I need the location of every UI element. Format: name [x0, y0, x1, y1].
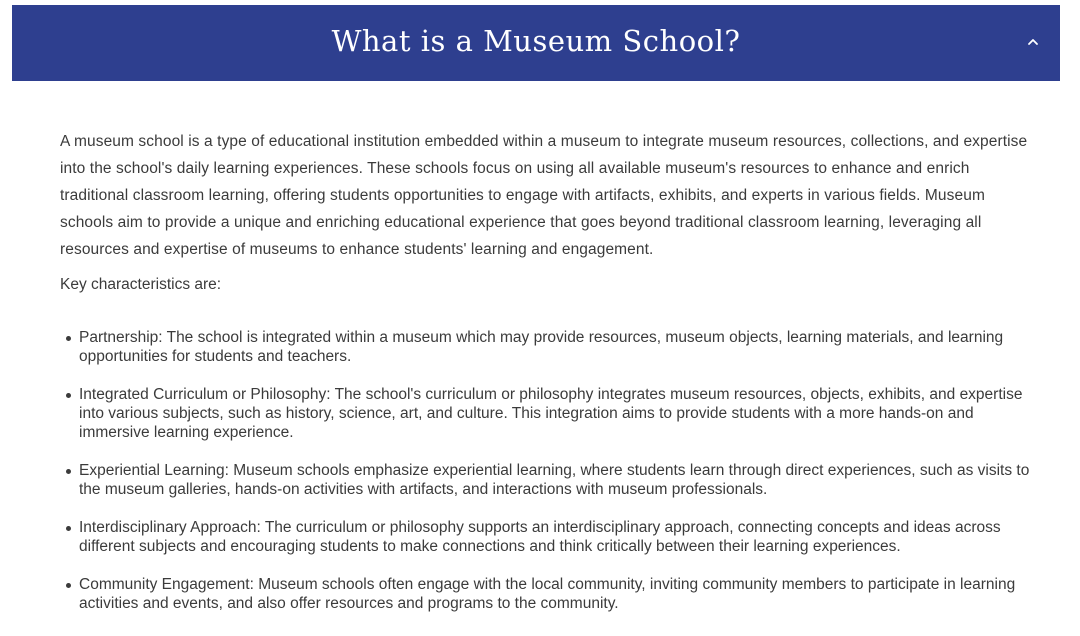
- bullet-icon: [66, 526, 71, 531]
- list-item-text: Partnership: The school is integrated within a museum which may provide resources, museum objects, learning materials, and learning opportunities for students and teachers.: [79, 329, 1004, 365]
- key-characteristics-heading: Key characteristics are:: [60, 276, 222, 293]
- list-item-text: Experiential Learning: Museum schools emphasize experiential learning, where students learn through direct experiences, such as visits to the museum galleries, hands-on activities with artifacts, and interactions with museum professionals.: [79, 462, 1030, 498]
- list-item: [60, 328, 1032, 366]
- list-item-text: Community Engagement: Museum schools often engage with the local community, inviting community members to participate in learning activities and events, and also offer resources and programs to the community.: [79, 576, 1016, 612]
- intro-paragraph: A museum school is a type of educational institution embedded within a museum to integrate museum resources, collections, and expertise into the school's daily learning experiences. These schools focus on using all available museum's resources to enhance and enrich traditional classroom learning, offering students opportunities to engage with artifacts, exhibits, and experts in various fields. Museum schools aim to provide a unique and enriching educational experience that goes beyond traditional classroom learning, leveraging all resources and expertise of museums to enhance students' learning and engagement.: [60, 133, 1028, 258]
- list-item-text: Interdisciplinary Approach: The curriculum or philosophy supports an interdisciplinary approach, connecting concepts and ideas across different subjects and encouraging students to make connections and think critically between their learning experiences.: [79, 519, 1001, 555]
- bullet-icon: [66, 583, 71, 588]
- list-item: [60, 518, 1032, 556]
- section-title: What is a Museum School?: [331, 24, 741, 58]
- bullet-icon: [66, 469, 71, 474]
- bullet-icon: [66, 393, 71, 398]
- list-item-text: Integrated Curriculum or Philosophy: The school's curriculum or philosophy integrates museum resources, objects, exhibits, and expertise into various subjects, such as history, science, art, and culture. This integration aims to provide students with a more hands-on and immersive learning experience.: [79, 386, 1023, 441]
- bullet-icon: [66, 336, 71, 341]
- accordion-header[interactable]: [12, 5, 1060, 81]
- chevron-up-icon[interactable]: [1026, 37, 1040, 47]
- list-item: [60, 385, 1032, 442]
- list-item: [60, 461, 1032, 499]
- list-item: [60, 575, 1032, 613]
- accordion-content: [60, 128, 1032, 298]
- characteristics-list: [60, 328, 1032, 632]
